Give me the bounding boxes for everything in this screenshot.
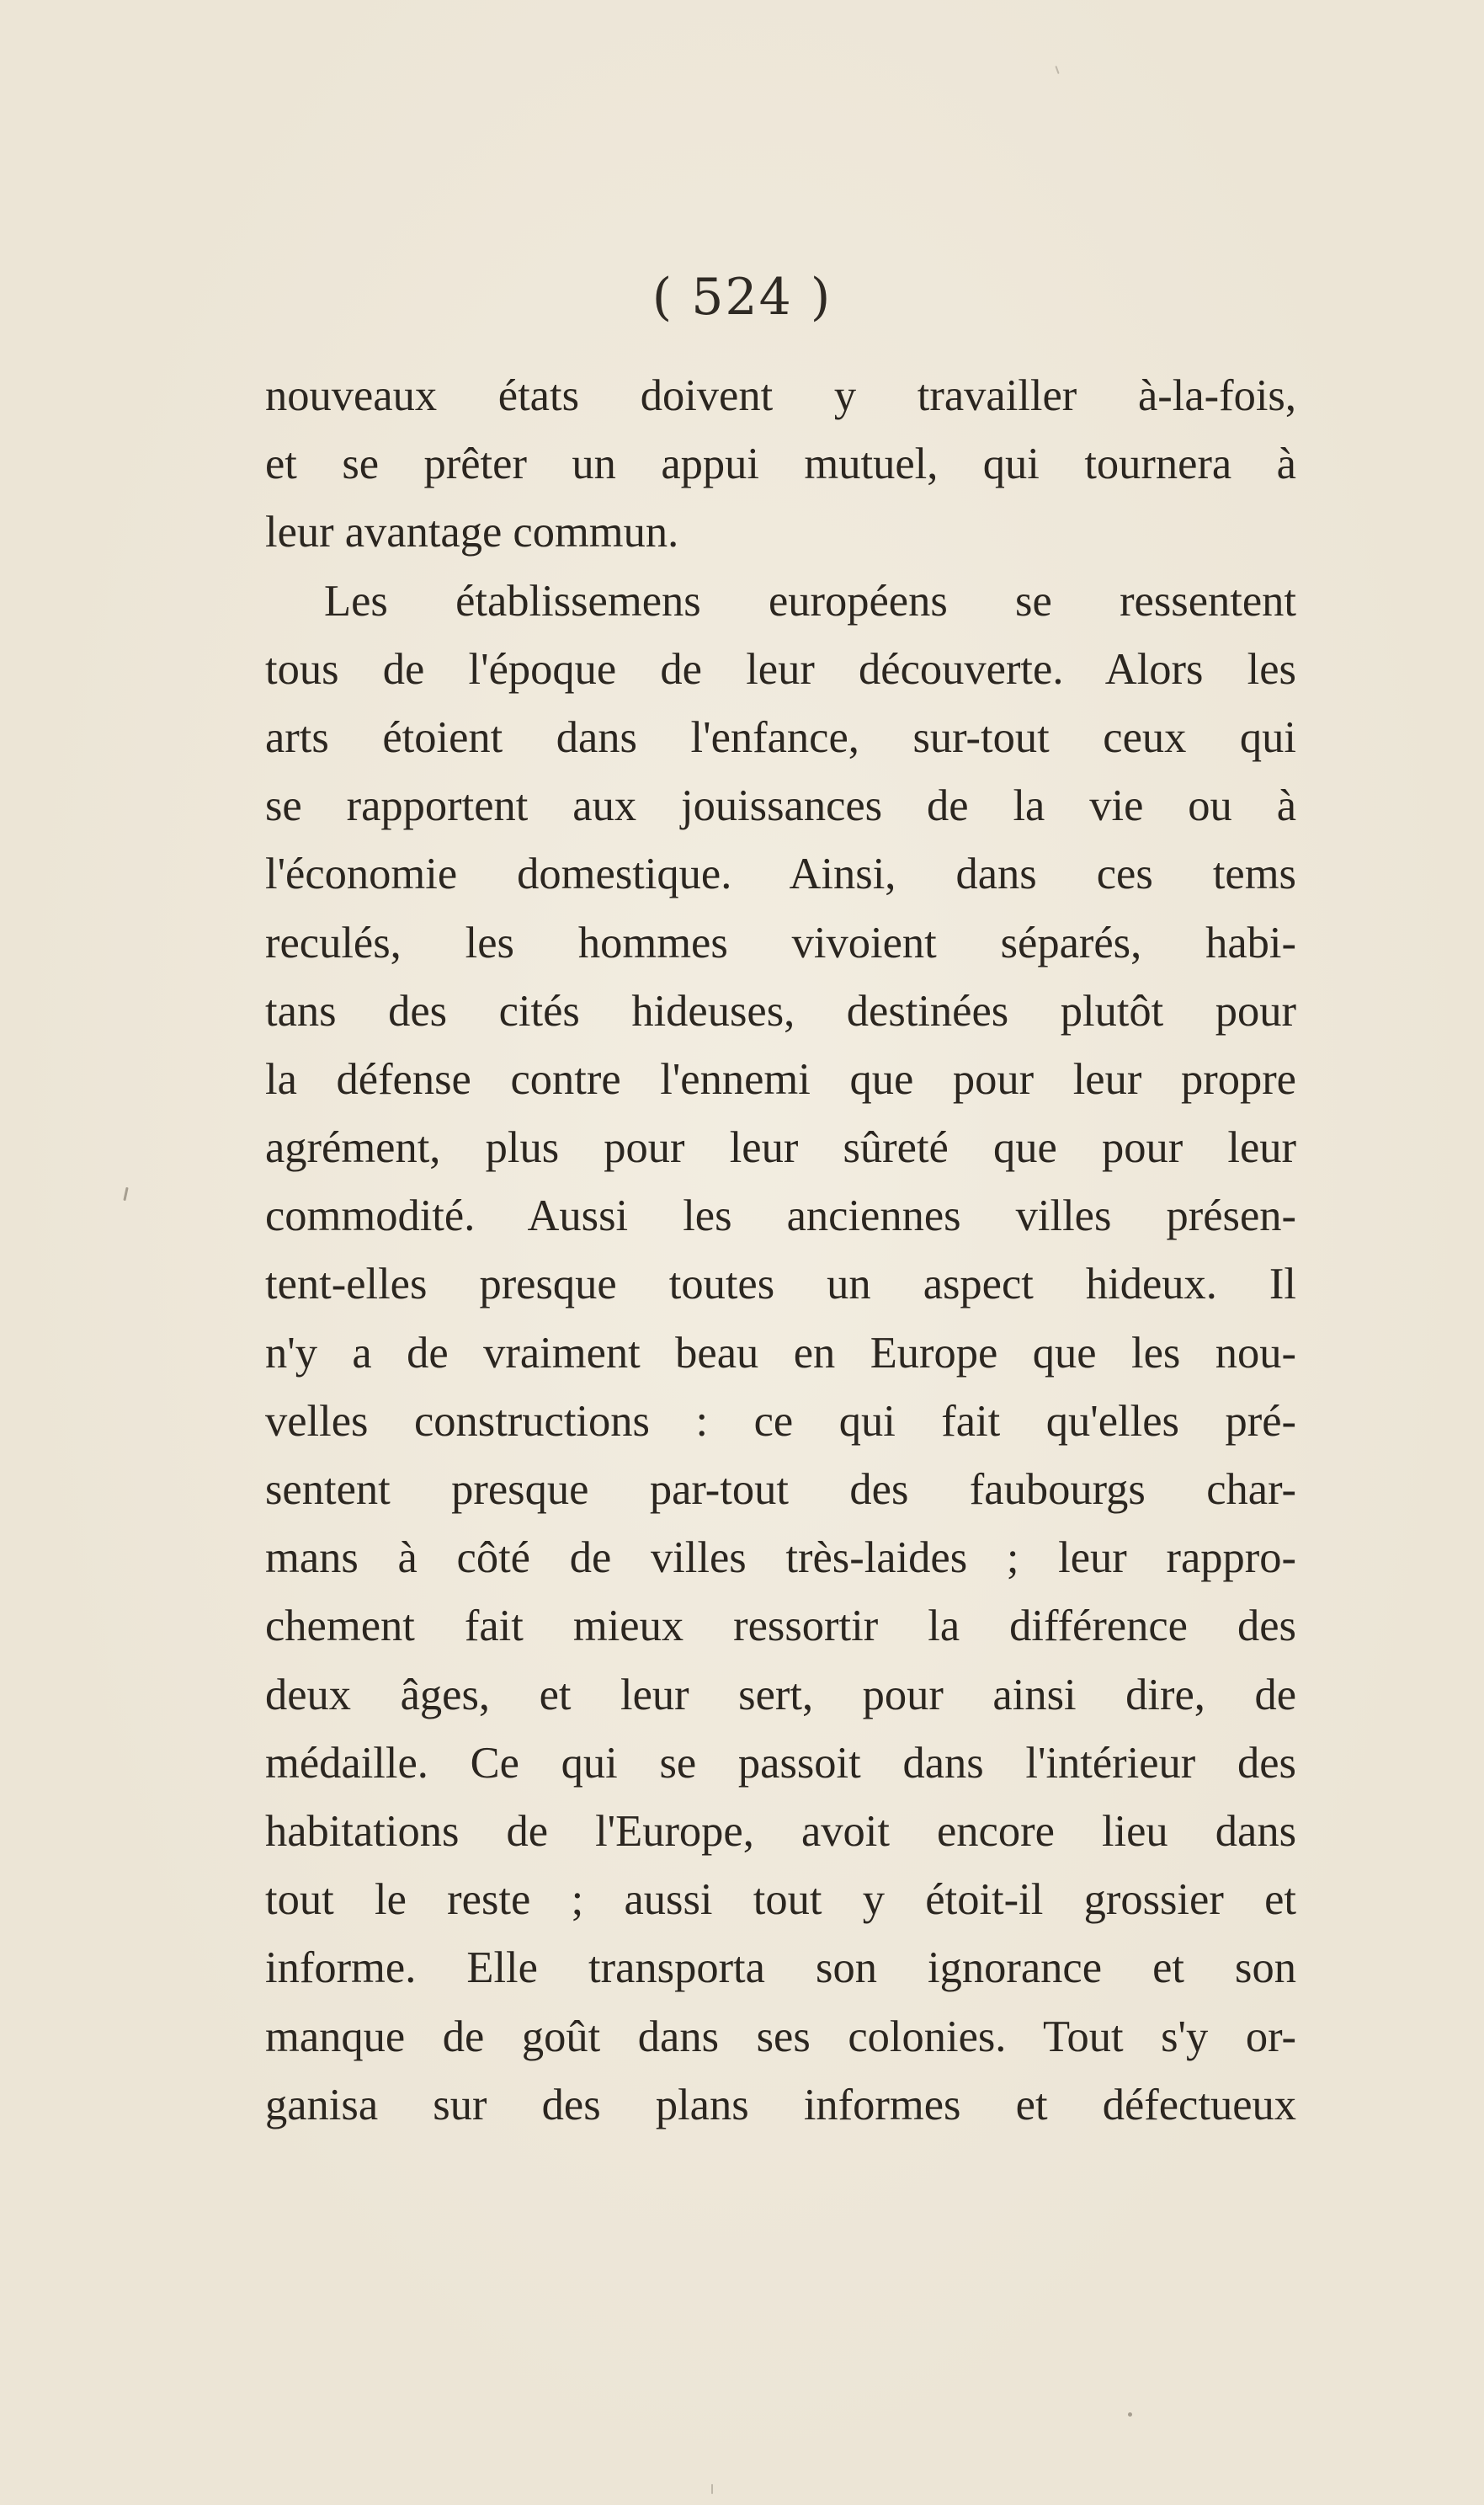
text-line: habitations de l'Europe, avoit encore lieu dans [265, 1806, 1296, 1856]
body-text [265, 362, 1296, 2140]
text-line: la défense contre l'ennemi que pour leur propre [265, 1054, 1296, 1104]
text-line: reculés, les hommes vivoient séparés, habi- [265, 918, 1296, 967]
text-line: mans à côté de villes très-laides ; leur rappro- [265, 1533, 1296, 1583]
text-line: arts étoient dans l'enfance, sur-tout ceux qui [265, 712, 1296, 762]
text-line: tous de l'époque de leur découverte. Alors les [265, 644, 1296, 694]
text-line: manque de goût dans ses colonies. Tout s'y or- [265, 2012, 1296, 2061]
text-line: ganisa sur des plans informes et défectueux [265, 2080, 1296, 2129]
text-line: tent-elles presque toutes un aspect hideux. Il [265, 1260, 1296, 1309]
text-line: tans des cités hideuses, destinées plutôt pour [265, 986, 1296, 1036]
text-line: velles constructions : ce qui fait qu'elles pré- [265, 1396, 1296, 1446]
text-line: informe. Elle transporta son ignorance et son [265, 1943, 1296, 1993]
text-line: chement fait mieux ressortir la différence des [265, 1602, 1296, 1651]
text-line: commodité. Aussi les anciennes villes présen- [265, 1191, 1296, 1241]
paper-speck [711, 2484, 713, 2494]
text-line: se rapportent aux jouissances de la vie ou à [265, 781, 1296, 831]
text-line: n'y a de vraiment beau en Europe que les nou- [265, 1328, 1296, 1378]
text-line: deux âges, et leur sert, pour ainsi dire, de [265, 1670, 1296, 1719]
text-line: médaille. Ce qui se passoit dans l'intérieur des [265, 1738, 1296, 1788]
text-line: sentent presque par-tout des faubourgs char- [265, 1465, 1296, 1514]
text-line: et se prêter un appui mutuel, qui tournera à [265, 440, 1296, 489]
text-line: agrément, plus pour leur sûreté que pour leur [265, 1123, 1296, 1173]
page-number: ( 524 ) [652, 268, 832, 327]
paper-speck [1128, 2412, 1132, 2417]
text-line: Les établissemens européens se ressentent [324, 576, 1296, 626]
text-line: leur avantage commun. [265, 508, 679, 557]
text-line: l'économie domestique. Ainsi, dans ces tems [265, 850, 1296, 899]
text-line: nouveaux états doivent y travailler à-la-fois, [265, 371, 1296, 420]
paper-speck [1055, 66, 1059, 74]
text-line: tout le reste ; aussi tout y étoit-il grossier et [265, 1875, 1296, 1925]
paper-speck [123, 1187, 128, 1201]
